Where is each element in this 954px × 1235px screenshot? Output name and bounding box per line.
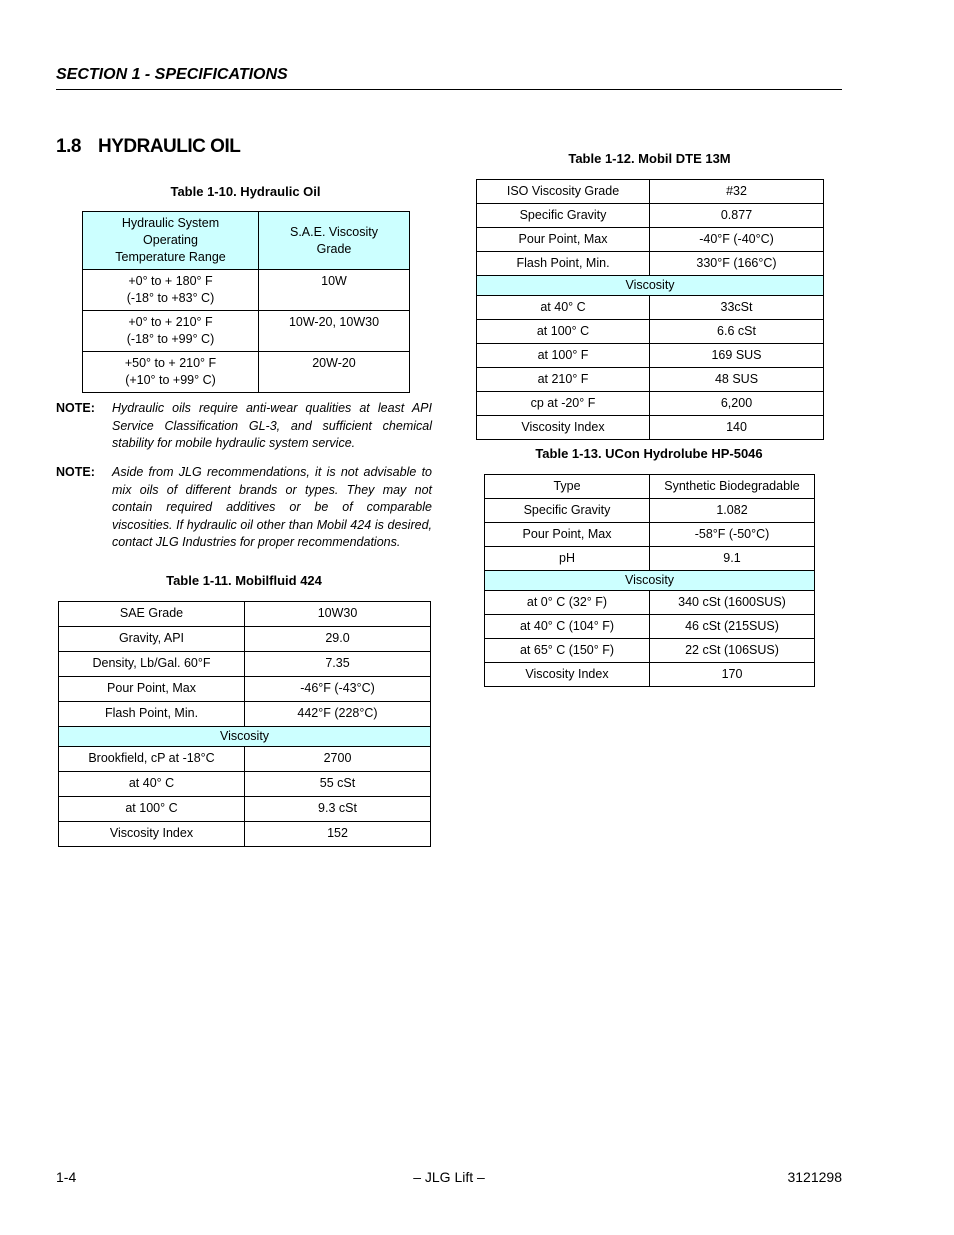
table-row [477,320,824,344]
table-11-mobilfluid-424 [58,601,431,847]
table-cell: 10W-20, 10W30 [259,311,410,352]
value-cell: 55 cSt [245,772,431,797]
table-row [477,344,824,368]
table-row [83,311,410,352]
value-cell: Synthetic Biodegradable [650,475,815,499]
table-cell [83,311,259,352]
table-row [59,747,431,772]
viscosity-band-row [485,571,815,591]
property-cell: SAE Grade [59,602,245,627]
property-cell: at 40° C [477,296,650,320]
property-cell: Flash Point, Min. [477,252,650,276]
table-row [485,523,815,547]
value-cell: 0.877 [650,204,824,228]
property-cell: at 210° F [477,368,650,392]
heading-title: HYDRAULIC OIL [98,136,241,157]
property-cell: Type [485,475,650,499]
table-12-mobil-dte-13m [476,179,824,440]
table-row [59,797,431,822]
value-cell: 140 [650,416,824,440]
table-row [477,228,824,252]
note-label: NOTE: [56,465,95,479]
table-row [485,547,815,571]
property-cell: ISO Viscosity Grade [477,180,650,204]
table-row [485,591,815,615]
note-2 [56,464,432,552]
cell-line: (-18° to +99° C) [126,332,215,346]
property-cell: at 65° C (150° F) [485,639,650,663]
property-cell: pH [485,547,650,571]
value-cell: 442°F (228°C) [245,702,431,727]
value-cell: 22 cSt (106SUS) [650,639,815,663]
property-cell: Gravity, API [59,627,245,652]
table-12-caption: Table 1-12. Mobil DTE 13M [568,151,731,166]
note-text: Hydraulic oils require anti-wear qualities at least API Service Classification GL-3, and sufficient chemical stability for mobile hydraulic system service. [112,401,432,450]
value-cell: 6.6 cSt [650,320,824,344]
viscosity-band-label: Viscosity [59,727,431,747]
value-cell: 48 SUS [650,368,824,392]
table-header-cell [259,212,410,270]
value-cell: 6,200 [650,392,824,416]
value-cell: 46 cSt (215SUS) [650,615,815,639]
table-row [83,270,410,311]
property-cell: Viscosity Index [477,416,650,440]
value-cell: 169 SUS [650,344,824,368]
table-row [477,180,824,204]
table-row [59,702,431,727]
table-row [485,663,815,687]
table-row [477,204,824,228]
note-text: Aside from JLG recommendations, it is not advisable to mix oils of different brands or types. They may not contain required additives or be of comparable viscosities. If hydraulic oil other than Mobil 424 is desired, contact JLG Industries for proper recommendations. [112,465,432,549]
property-cell: Viscosity Index [59,822,245,847]
table-row [477,416,824,440]
value-cell: 1.082 [650,499,815,523]
header-line: Grade [316,241,352,256]
property-cell: at 0° C (32° F) [485,591,650,615]
footer-center-text: – JLG Lift – [413,1169,485,1185]
table-row [485,499,815,523]
property-cell: at 100° C [477,320,650,344]
property-cell: Pour Point, Max [477,228,650,252]
table-13-ucon-hydrolube [484,474,815,687]
table-cell [83,352,259,393]
table-cell [83,270,259,311]
viscosity-band-row [477,276,824,296]
property-cell: Flash Point, Min. [59,702,245,727]
property-cell: Specific Gravity [485,499,650,523]
table-row [477,296,824,320]
table-cell: 10W [259,270,410,311]
table-row [59,627,431,652]
footer-doc-number: 3121298 [787,1169,842,1185]
header-line: Operating [143,233,198,247]
property-cell: at 100° C [59,797,245,822]
table-row [477,252,824,276]
value-cell: 170 [650,663,815,687]
cell-line: +50° to + 210° F [124,356,217,370]
cell-line: +0° to + 210° F [128,315,213,329]
value-cell: 9.1 [650,547,815,571]
value-cell: 10W30 [245,602,431,627]
header-rule [56,89,842,90]
header-line: Hydraulic System [121,216,220,230]
value-cell: -58°F (-50°C) [650,523,815,547]
heading-number: 1.8 [56,136,81,157]
header-line: Temperature Range [115,250,226,264]
section-heading [56,136,240,158]
value-cell: 2700 [245,747,431,772]
value-cell: 29.0 [245,627,431,652]
property-cell: Pour Point, Max [485,523,650,547]
footer-page-number: 1-4 [56,1169,77,1185]
value-cell: 7.35 [245,652,431,677]
viscosity-band-label: Viscosity [477,276,824,296]
cell-line: (+10° to +99° C) [125,373,216,387]
table-row [485,639,815,663]
table-13-caption: Table 1-13. UCon Hydrolube HP-5046 [535,446,763,461]
viscosity-band-row [59,727,431,747]
table-row [477,368,824,392]
table-row [59,602,431,627]
table-row [59,652,431,677]
property-cell: Viscosity Index [485,663,650,687]
value-cell: -40°F (-40°C) [650,228,824,252]
property-cell: at 40° C (104° F) [485,615,650,639]
property-cell: Density, Lb/Gal. 60°F [59,652,245,677]
value-cell: 340 cSt (1600SUS) [650,591,815,615]
viscosity-band-label: Viscosity [485,571,815,591]
table-10-caption: Table 1-10. Hydraulic Oil [170,184,321,199]
value-cell: -46°F (-43°C) [245,677,431,702]
note-label: NOTE: [56,401,95,415]
cell-line: (-18° to +83° C) [126,291,215,305]
header-line: S.A.E. Viscosity [290,224,378,239]
property-cell: Specific Gravity [477,204,650,228]
property-cell: cp at -20° F [477,392,650,416]
table-11-caption: Table 1-11. Mobilfluid 424 [166,573,322,588]
table-row [83,212,410,270]
value-cell: 330°F (166°C) [650,252,824,276]
table-row [83,352,410,393]
property-cell: at 40° C [59,772,245,797]
table-cell: 20W-20 [259,352,410,393]
value-cell: #32 [650,180,824,204]
table-row [59,677,431,702]
table-row [485,615,815,639]
note-1 [56,400,432,453]
table-header-cell [83,212,259,270]
table-10-hydraulic-oil [82,211,410,393]
value-cell: 9.3 cSt [245,797,431,822]
property-cell: Brookfield, cP at -18°C [59,747,245,772]
value-cell: 33cSt [650,296,824,320]
property-cell: at 100° F [477,344,650,368]
table-row [59,822,431,847]
section-header: SECTION 1 - SPECIFICATIONS [56,66,288,83]
table-row [485,475,815,499]
cell-line: +0° to + 180° F [128,274,213,288]
table-row [59,772,431,797]
property-cell: Pour Point, Max [59,677,245,702]
value-cell: 152 [245,822,431,847]
table-row [477,392,824,416]
